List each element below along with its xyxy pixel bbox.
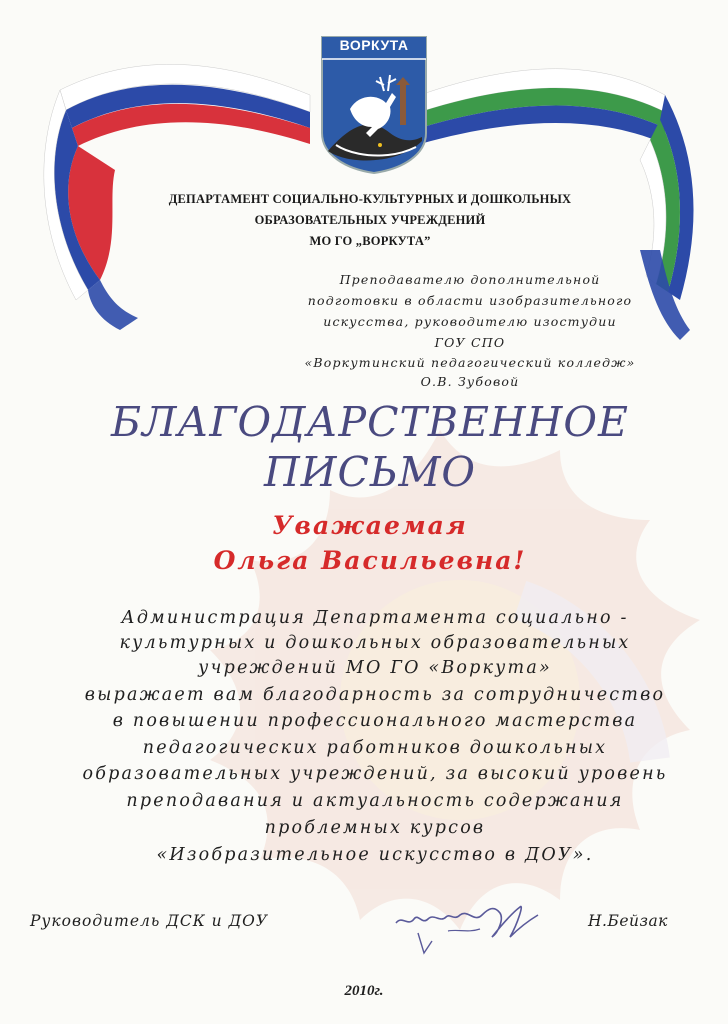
body-line1: Администрация Департамента социально - <box>121 608 629 628</box>
body-line5: в повышении профессионального мастерства <box>112 711 638 731</box>
addressee-line1: Преподавателю дополнительной <box>339 272 601 287</box>
addressee-line2: подготовки в области изобразительного <box>307 293 633 308</box>
department-name-line1: ДЕПАРТАМЕНТ СОЦИАЛЬНО-КУЛЬТУРНЫХ И ДОШКОЛЬНЫХ <box>168 192 572 206</box>
vorkuta-coat-of-arms <box>318 33 430 175</box>
document-year: 2010г. <box>344 983 384 999</box>
addressee-line4: ГОУ СПО <box>434 335 506 350</box>
department-name-line3: МО ГО „ВОРКУТА” <box>309 234 431 248</box>
signatory-position: Руководитель ДСК и ДОУ <box>30 912 269 930</box>
document-title-line1: БЛАГОДАРСТВЕННОЕ <box>111 398 629 446</box>
body-line9: проблемных курсов <box>264 818 486 838</box>
body-line4: выражает вам благодарность за сотрудничество <box>84 685 666 705</box>
body-line7: образовательных учреждений, за высокий уровень <box>82 764 668 784</box>
addressee-line3: искусства, руководителю изостудии <box>323 314 617 329</box>
body-line3: учреждений МО ГО «Воркута» <box>198 658 552 678</box>
body-line6: педагогических работников дошкольных <box>142 738 608 758</box>
greeting-line1: Уважаемая <box>272 511 468 540</box>
addressee-line6: О.В. Зубовой <box>420 374 520 389</box>
department-name-line2: ОБРАЗОВАТЕЛЬНЫХ УЧРЕЖДЕНИЙ <box>254 213 486 227</box>
body-line2: культурных и дошкольных образовательных <box>119 633 631 653</box>
greeting-line2: Ольга Васильевна! <box>213 546 527 575</box>
signatory-name: Н.Бейзак <box>588 912 668 930</box>
coat-of-arms-icon <box>318 33 430 175</box>
body-line8: преподавания и актуальность содержания <box>126 791 624 811</box>
body-line10: «Изобразительное искусство в ДОУ». <box>156 845 594 865</box>
addressee-line5: «Воркутинский педагогический колледж» <box>304 355 636 370</box>
handwritten-signature <box>388 893 558 963</box>
document-title-line2: ПИСЬМО <box>263 448 477 496</box>
emblem-city-name: ВОРКУТА <box>339 37 409 53</box>
